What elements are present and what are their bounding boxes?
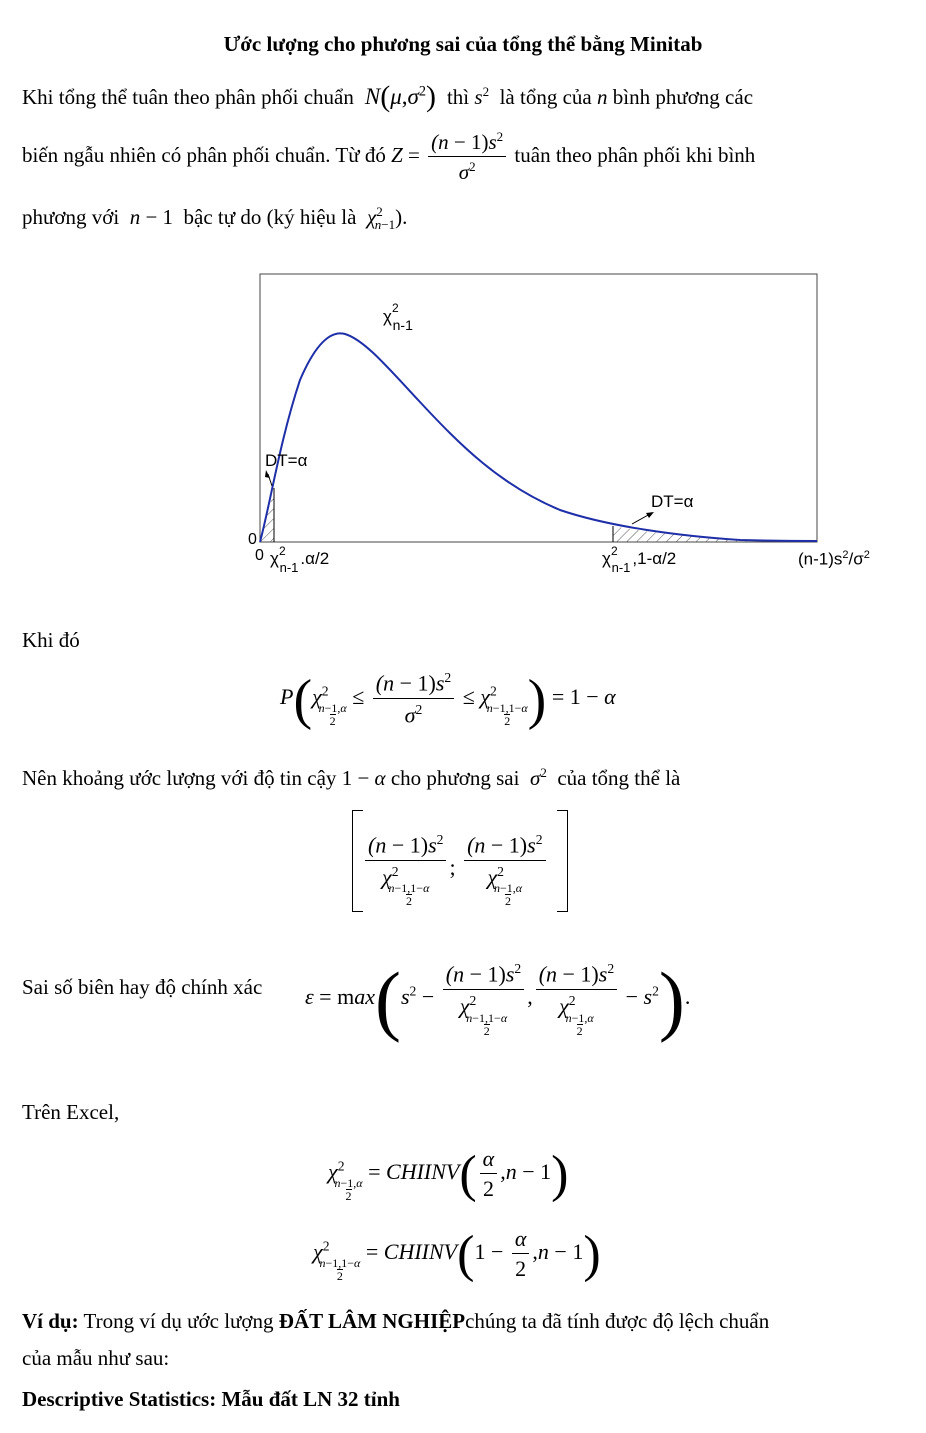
formula-normal-dist: $N(\mu,\sigma^2)$ (359, 80, 436, 113)
probability-formula: $P(\chi^2$ $\frac{n-1,\alpha}{2}$ ≤ $\frac{(n - 1)s^2}{\sigma^2}$ ≤ $\chi^2$ $\frac{n-1,1-\alpha}{2}$ ) = 1 − α (280, 669, 616, 731)
right-tail-area (613, 526, 817, 542)
curve-label: $\chi^2_{n-1}$ (383, 301, 413, 333)
paragraph-interval: Nên khoảng ước lượng với độ tin cậy 1 − α cho phương sai $\sigma^2$ của tổng thể là (22, 765, 681, 790)
right-arrowhead (646, 512, 654, 518)
example-line-2: của mẫu như sau: (22, 1346, 170, 1370)
left-tick-label: $\chi^2_{n-1}$ .α/2 (270, 544, 330, 575)
x-axis-label: $(n-1)s^2/\sigma^2$ (798, 549, 870, 569)
text-error: Sai số biên hay độ chính xác (22, 975, 263, 999)
formula-chi-symbol: $\chi^2_{n-1}$ (361, 204, 396, 233)
left-area-label: DT=α (265, 451, 308, 470)
paragraph-line-2: biến ngẫu nhiên có phân phối chuẩn. Từ đó Z = $\frac{(n - 1)s^2}{\sigma^2}$ tuân theo phân phối khi bình (22, 129, 756, 185)
excel-formula-lower: $\chi^2$ $\frac{n-1,\alpha}{2}$ = CHIINV( $\frac{\alpha}{2}$ ,n − 1) (328, 1145, 569, 1204)
figure-frame (260, 274, 817, 542)
descriptive-heading: Descriptive Statistics: Mẫu đất LN 32 tỉnh (22, 1387, 400, 1411)
formula-n: n (596, 85, 608, 109)
right-area-label: DT=α (651, 492, 694, 511)
formula-confidence: 1 − α (341, 766, 386, 790)
excel-formula-upper: $\chi^2$ $\frac{n-1,1-\alpha}{2}$ = CHIINV(1 − $\frac{\alpha}{2}$ ,n − 1) (313, 1225, 601, 1284)
formula-df: n − 1 (124, 205, 174, 229)
chi-square-curve (260, 333, 817, 542)
text-normal-dist: Khi tổng thể tuân theo phân phối chuẩn (22, 85, 354, 109)
paragraph-line-1: Khi tổng thể tuân theo phân phối chuẩn $N(\mu,\sigma^2)$ thì $s^2$ là tổng của n bình phương các (22, 80, 754, 113)
formula-z: Z = $\frac{(n - 1)s^2}{\sigma^2}$ (391, 143, 509, 167)
interval-formula: $(n - 1)s^2$ $\chi^2$ $\frac{n-1,1-\alpha}{2}$ ; $(n - 1)s^2$ $\chi^2$ $\frac{n-1,\alpha}{2}$ (362, 832, 549, 907)
left-arrowhead (265, 470, 270, 478)
formula-s2: $s^2$ (469, 84, 490, 109)
chi-square-figure (0, 0, 926, 600)
paragraph-line-3: phương với n − 1 bậc tự do (ký hiệu là $\chi^2_{n-1}$). (22, 204, 408, 233)
right-arrow (632, 514, 650, 524)
formula-sigma2: $\sigma^2$ (524, 765, 547, 790)
example-line-1: Ví dụ: Trong ví dụ ước lượng ĐẤT LÂM NGHIỆPchúng ta đã tính được độ lệch chuẩn (22, 1309, 770, 1333)
page-title: Ước lượng cho phương sai của tổng thể bằng Minitab (223, 32, 703, 56)
origin-y-label: 0 (248, 531, 257, 548)
right-tick-label: $\chi^2_{n-1}$ ,1-α/2 (602, 544, 677, 575)
origin-x-label: 0 (255, 547, 264, 564)
text-excel: Trên Excel, (22, 1100, 120, 1124)
error-formula: $\varepsilon = \max(s^2$ − $(n - 1)s^2$ $\chi^2$ $\frac{n-1,1-\alpha}{2}$ , $(n - 1)s^2$ $\chi^2$ $\frac{n-1,\alpha}{2}$ − $s^2$). (305, 956, 691, 1043)
text-khi-do: Khi đó (22, 628, 80, 652)
